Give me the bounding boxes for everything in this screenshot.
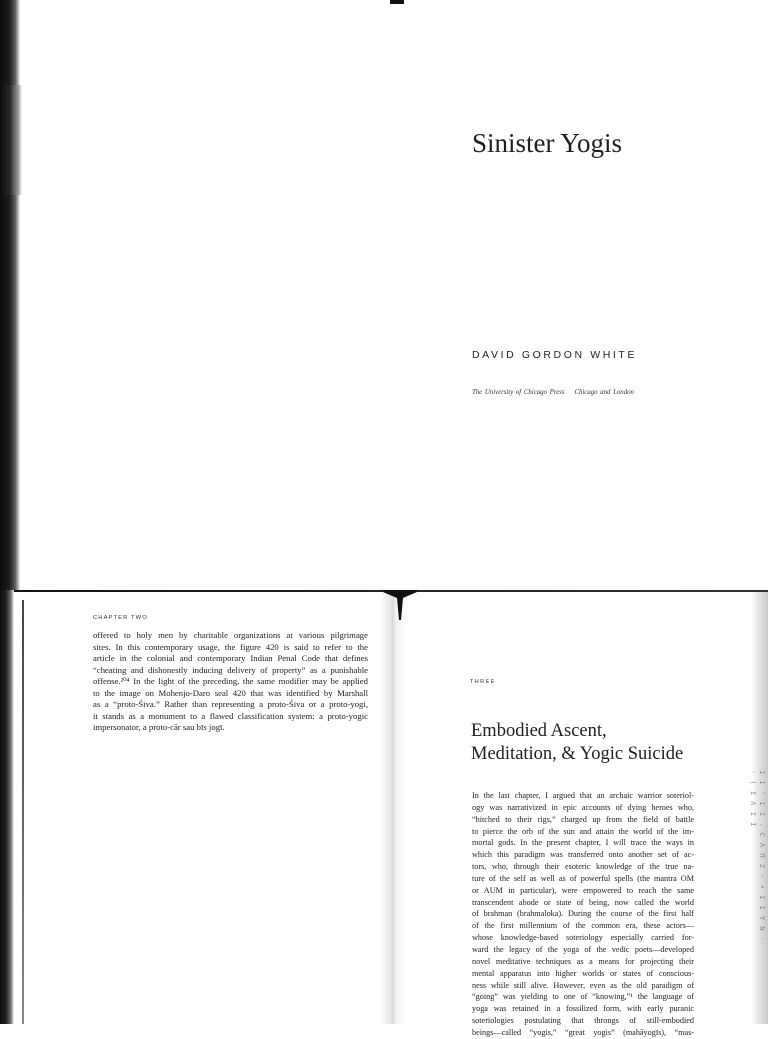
text-line: whose knowledge-based soteriology especially carried for- [472,933,694,943]
text-line: article in the colonial and contemporary Indian Penal Code that defines [93,653,368,664]
text-line: of the first millennium of the common era, these actors— [472,921,694,931]
text-line: mortal gods. In the present chapter, I will trace the ways in [472,838,694,848]
text-line: tors, who, through their esoteric knowledge of the true na- [472,862,694,872]
text-line: sites. In this contemporary usage, the figure 420 is said to refer to the [93,641,368,652]
scan-edge-notch [0,85,22,195]
text-line: “cheating and dishonestly inducing delivery of property” as a punishable [93,664,368,675]
text-line: to the image on Mohenjo-Daro seal 420 that was identified by Marshall [93,687,368,698]
text-line: ture of the self as well as of powerful spells (the mantra OM [472,873,694,883]
text-line: to pierce the orb of the sun and attain the world of the im- [472,826,694,836]
book-spine-shadow [380,592,410,1024]
book-title: Sinister Yogis [472,128,623,158]
text-line: offense.²⁰⁴ In the light of the preceding, the same modifier may be applied [93,676,368,687]
margin-bleed-through: 1 1 ' 1 1 . C Λ Π Ζ · ∙ Ι Ι Υ Ν · · ( Ι Λ Ι Ι [749,770,766,943]
text-line: offered to holy men by charitable organizations at various pilgrimage [93,630,368,640]
publisher-cities: Chicago and London [574,389,634,396]
text-line: or AUM in particular), were empowered to reach the same [472,885,694,895]
scan-top-mark [390,0,404,4]
text-line: beings—called “yogis,” “great yogis” (mahāyogīs), “mas- [472,1027,694,1037]
text-line: “going” was yielding to one of “knowing,”¹ the language of [472,992,694,1002]
publisher-name: The University of Chicago Press [472,389,565,396]
chapter-title [471,720,683,766]
text-line: mental apparatus into higher worlds or states of conscious- [472,968,694,978]
spread-left-shadow [0,590,14,1024]
page-edge-line [22,600,24,1024]
running-head: CHAPTER TWO [93,615,148,621]
text-line: ogy was narrativized in epic accounts of dying heroes who, [472,802,694,812]
text-line: transcendent abode or state of being, now called the world [472,897,694,907]
text-line: of brahman (brahmaloka). During the course of the first half [472,909,694,919]
text-line: “hitched to their rigs,” charged up from the field of battle [472,814,694,824]
chapter-number: THREE [470,679,496,685]
publisher-line [472,389,634,396]
chapter-title-line: Meditation, & Yogic Suicide [471,744,684,764]
text-line: In the last chapter, I argued that an archaic warrior soteriol- [472,791,694,800]
text-line: it stands as a monument to a flawed classification system: a proto-yogic [93,710,368,721]
spine-clip-mark [383,590,417,620]
author-name: DAVID GORDON WHITE [472,349,638,361]
left-page-body [93,630,368,734]
text-line: yoga was retained in a fossilized form, with early puranic [472,1004,694,1014]
text-line: impersonator, a proto-cār sau bīs jogī. [93,722,225,733]
right-page-body [472,790,694,1039]
text-line: ness while still alive. However, even as the old paradigm of [472,980,694,990]
chapter-title-line: Embodied Ascent, [471,721,607,741]
text-line: ward the legacy of the yoga of the vedic poets—developed [472,944,694,954]
text-line: as a “proto-Śiva.” Rather than representing a proto-Śiva or a proto-yogi, [93,699,368,710]
text-line: novel meditative techniques as a means for projecting their [472,956,694,966]
text-line: soteriologies postulating that throngs of still-embodied [472,1016,694,1026]
text-line: which this paradigm was transferred onto another set of ac- [472,850,694,860]
